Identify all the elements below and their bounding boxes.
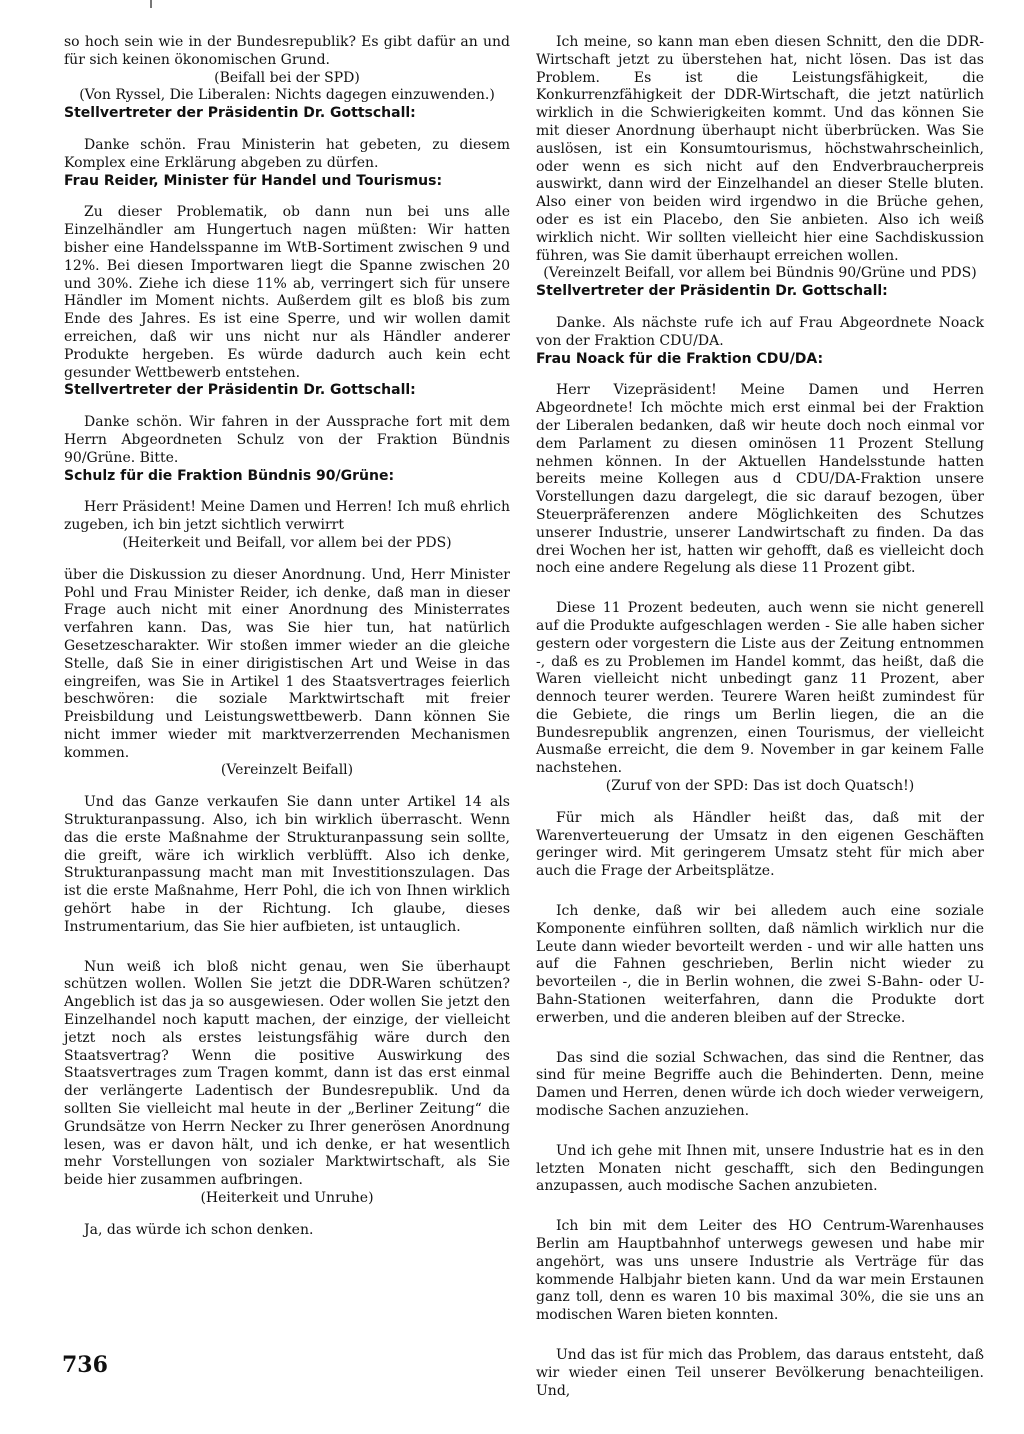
- paragraph: Danke schön. Wir fahren in der Aussprache fort mit dem Herrn Abgeordneten Schulz von der Fraktion Bündnis 90/Grüne. Bitte.: [64, 414, 510, 466]
- paragraph: Herr Präsident! Meine Damen und Herren! Ich muß ehrlich zugeben, ich bin jetzt sichtlich verwirrt: [64, 499, 510, 534]
- interjection: (Vereinzelt Beifall, vor allem bei Bündnis 90/Grüne und PDS): [543, 265, 977, 282]
- speaker-heading: Frau Reider, Minister für Handel und Tourismus:: [64, 172, 443, 189]
- paragraph: Zu dieser Problematik, ob dann nun bei uns alle Einzelhändler am Hungertuch nagen müßten: Wir hatten bisher eine Handelsspanne im WtB-Sortiment zwischen 9 und 12%. Bei diesen Importwaren liegt die Spanne zwischen 20 und 30%. Ziehe ich diese 11% ab, verringert sich für unsere Händler im Moment nichts. Außerdem gilt es bloß bis zum Ende des Jahres. Es ist eine Sperre, und wir wollen damit erreichen, daß wir uns nicht nur als Händler anderer Produkte hergeben. Es würde dadurch auch kein echt gesunder Wettbewerb entstehen.: [64, 204, 510, 381]
- speaker-heading: Stellvertreter der Präsidentin Dr. Gottschall:: [64, 105, 416, 122]
- speaker-heading: Schulz für die Fraktion Bündnis 90/Grüne:: [64, 467, 395, 484]
- right-column: [536, 34, 984, 1400]
- left-column: [64, 34, 510, 1240]
- speaker-heading: Stellvertreter der Präsidentin Dr. Gottschall:: [536, 283, 888, 300]
- paragraph: Das sind die sozial Schwachen, das sind die Rentner, das sind für meine Begriffe auch die Behinderten. Denn, meine Damen und Herren, denen würde ich doch wieder verweigern, modische Sachen anzuziehen.: [536, 1049, 984, 1120]
- paragraph: Ich bin mit dem Leiter des HO Centrum-Warenhauses Berlin am Hauptbahnhof unterwegs gewesen und habe mir angehört, was uns unsere Industrie als Verträge für das kommende Halbjahr bieten kann. Und da war mein Erstaunen ganz toll, denn es waren 10 bis maximal 30%, die sie uns an modischen Waren bieten konnten.: [536, 1218, 984, 1324]
- paragraph: Nun weiß ich bloß nicht genau, wen Sie überhaupt schützen wollen. Wollen Sie jetzt die DDR-Waren schützen? Angeblich ist das ja so ausgewiesen. Oder wollen Sie jetzt den Einzelhandel noch kaputt machen, der einzige, der vielleicht jetzt noch als erstes leistungsfähig wäre durch den Staatsvertrag? Wenn die positive Auswirkung des Staatsvertrages zum Tragen kommt, dann ist das erst einmal der verlängerte Ladentisch der Bundesrepublik. Und da sollten Sie vielleicht mal heute in der „Berliner Zeitung“ die Grundsätze von Herrn Necker zu Ihrer generösen Anordnung lesen, was er davon hält, und ich denke, er hat wesentlich mehr Vorstellungen von sozialer Marktwirtschaft, als Sie beide hier zusammen aufbringen.: [64, 958, 510, 1189]
- interjection: (Heiterkeit und Beifall, vor allem bei der PDS): [122, 534, 452, 551]
- paragraph: Für mich als Händler heißt das, daß mit der Warenverteuerung der Umsatz in den eigenen Geschäften geringer wird. Mit geringerem Umsatz steht für mich aber auch die Frage der Arbeitsplätze.: [536, 809, 984, 880]
- interjection: (Vereinzelt Beifall): [220, 762, 354, 779]
- page-number: 736: [62, 1352, 108, 1378]
- scan-mark: [150, 0, 152, 8]
- paragraph: über die Diskussion zu dieser Anordnung. Und, Herr Minister Pohl und Frau Minister Reider, ich denke, daß man in dieser Frage auch nicht mit einer Anordnung des Ministerrates verfahren kann. Das, was Sie hier tun, hat natürlich Gesetzescharakter. Wir stoßen immer wieder an die gleiche Stelle, daß Sie in einer dirigistischen Art und Weise in das eingreifen, was Sie in Artikel 1 des Staatsvertrages feierlich beschwören: die soziale Marktwirtschaft mit freier Preisbildung und Leistungswettbewerb. Dann können Sie nicht immer wieder mit marktverzerrenden Mechanismen kommen.: [64, 566, 510, 761]
- speaker-heading: Frau Noack für die Fraktion CDU/DA:: [536, 350, 824, 367]
- speaker-heading: Stellvertreter der Präsidentin Dr. Gottschall:: [64, 382, 416, 399]
- paragraph: Danke. Als nächste rufe ich auf Frau Abgeordnete Noack von der Fraktion CDU/DA.: [536, 314, 984, 349]
- interjection: (Von Ryssel, Die Liberalen: Nichts dagegen einzuwenden.): [79, 87, 495, 104]
- paragraph: so hoch sein wie in der Bundesrepublik? Es gibt dafür an und für sich keinen ökonomischen Grund.: [64, 34, 510, 68]
- paragraph: Diese 11 Prozent bedeuten, auch wenn sie nicht generell auf die Produkte aufgeschlagen werden - Sie alle haben sicher gestern oder vorgestern die Liste aus der Zeitung entnommen -, daß es zu Problemen im Handel kommt, das heißt, daß die Waren vielleicht nicht unbedingt ganz 11 Prozent, aber dennoch teurer werden. Teurere Waren heißt zumindest für die Gebiete, die rings um Berlin liegen, die an die Bundesrepublik angrenzen, einen Tourismus, der vielleicht Ausmaße erreicht, die dem 9. November in gar keinem Falle nachstehen.: [536, 600, 984, 777]
- paragraph: Und das ist für mich das Problem, das daraus entsteht, daß wir wieder einen Teil unserer Bevölkerung benachteiligen. Und,: [536, 1347, 984, 1399]
- paragraph: Und ich gehe mit Ihnen mit, unsere Industrie hat es in den letzten Monaten nicht geschafft, sich den Bedingungen anzupassen, auch modische Sachen anzubieten.: [536, 1142, 984, 1195]
- paragraph: Herr Vizepräsident! Meine Damen und Herren Abgeordnete! Ich möchte mich erst einmal bei der Fraktion der Liberalen bedanken, daß wir heute doch noch einmal vor dem Parlament zu diesen ominösen 11 Prozent Stellung nehmen können. In der Aktuellen Handelsstunde hatten bereits meine Kollegen aus d CDU/DA-Fraktion unsere Vorstellungen dazu dargelegt, die sic darauf bezogen, über Steuerpräferenzen andere Möglichkeiten des Schutzes unserer Industrie, unserer Landwirtschaft zu finden. Da das drei Wochen her ist, hatten wir gehofft, daß es vielleicht doch noch eine andere Regelung als diese 11 Prozent gibt.: [536, 382, 984, 577]
- paragraph: Ich meine, so kann man eben diesen Schnitt, den die DDR-Wirtschaft jetzt zu überstehen hat, nicht lösen. Das ist das Problem. Es ist die Leistungsfähigkeit, die Konkurrenzfähigkeit der DDR-Wirtschaft, die jetzt natürlich wirklich in die Schwierigkeiten kommt. Und das können Sie mit dieser Anordnung überhaupt nicht überbrücken. Was Sie auslösen, ist ein Konsumtourismus, höchstwahrscheinlich, oder wenn es sich nicht auf den Endverbraucherpreis auswirkt, dann wird der Einzelhandel an dieser Stelle bluten. Also einer von beiden wird irgendwo in die Brüche gehen, oder es ist ein Placebo, den Sie anbieten. Also ich weiß wirklich nicht. Wir sollten vielleicht hier eine Sachdiskussion führen, was Sie damit überhaupt erreichen wollen.: [536, 34, 984, 264]
- interjection: (Heiterkeit und Unruhe): [200, 1190, 374, 1207]
- paragraph: Ich denke, daß wir bei alledem auch eine soziale Komponente einführen sollten, daß nämlich wirklich nur die Leute dann wieder bevorteilt werden - und wir alle hatten uns auf die Fahnen geschrieben, Berlin nicht wieder zu bevorteilen -, die in Berlin wohnen, die zwei S-Bahn- oder U-Bahn-Stationen weiterfahren, dann die Produkte dort erwerben, und die anderen bleiben auf der Strecke.: [536, 903, 984, 1026]
- interjection: (Beifall bei der SPD): [214, 69, 360, 86]
- paragraph: Und das Ganze verkaufen Sie dann unter Artikel 14 als Strukturanpassung. Also, ich bin wirklich überrascht. Wenn das die erste Maßnahme der Strukturanpassung sein sollte, die greift, wäre ich wirklich verblüfft. Also ich denke, Strukturanpassung macht man mit Investitionszulagen. Das ist die erste Maßnahme, Herr Pohl, die ich von Ihnen wirklich gehört habe in der Richtung. Ich glaube, dieses Instrumentarium, das Sie hier aufbieten, ist untauglich.: [64, 794, 510, 935]
- paragraph: Ja, das würde ich schon denken.: [84, 1221, 314, 1238]
- interjection: (Zuruf von der SPD: Das ist doch Quatsch!): [605, 778, 915, 795]
- paragraph: Danke schön. Frau Ministerin hat gebeten, zu diesem Komplex eine Erklärung abgeben zu dürfen.: [64, 136, 510, 171]
